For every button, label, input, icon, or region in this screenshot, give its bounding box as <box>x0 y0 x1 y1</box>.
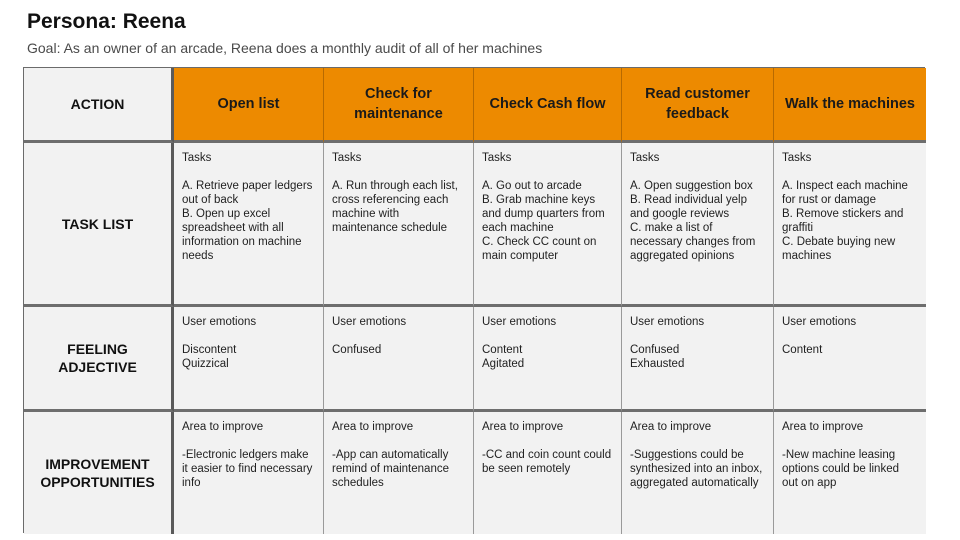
persona-table <box>23 67 925 533</box>
cell-label: User emotions <box>332 316 407 328</box>
cell-label: Area to improve <box>630 421 712 433</box>
cell-label: User emotions <box>782 316 857 328</box>
cell-label: Area to improve <box>182 421 264 433</box>
cell-label: Area to improve <box>782 421 864 433</box>
emotion-cell <box>774 307 926 412</box>
cell-label: User emotions <box>482 316 557 328</box>
cell-body: A. Go out to arcade B. Grab machine keys and dump quarters from each machine C. Check CC count on main computer <box>482 180 605 262</box>
cell-body: Confused <box>332 344 382 356</box>
row-header-improvement-opportunities: IMPROVEMENT OPPORTUNITIES <box>24 412 174 534</box>
task-cell <box>774 143 926 307</box>
cell-label: User emotions <box>182 316 257 328</box>
emotion-cell <box>622 307 774 412</box>
improvement-cell <box>622 412 774 534</box>
task-cell <box>174 143 324 307</box>
cell-body: A. Run through each list, cross referencing each machine with maintenance schedule <box>332 180 458 234</box>
cell-body: Content <box>782 344 823 356</box>
improvement-cell <box>474 412 622 534</box>
cell-label: Tasks <box>482 152 512 164</box>
cell-body: Confused Exhausted <box>630 344 685 370</box>
cell-body: -Electronic ledgers make it easier to find necessary info <box>182 449 313 489</box>
cell-body: Discontent Quizzical <box>182 344 237 370</box>
column-header-open-list: Open list <box>174 68 324 143</box>
cell-label: Area to improve <box>332 421 414 433</box>
goal-statement: Goal: As an owner of an arcade, Reena does a monthly audit of all of her machines <box>27 40 543 56</box>
cell-label: Area to improve <box>482 421 564 433</box>
row-header-task-list: TASK LIST <box>24 143 174 307</box>
cell-body: A. Retrieve paper ledgers out of back B. Open up excel spreadsheet with all information on machine needs <box>182 180 313 262</box>
task-cell <box>622 143 774 307</box>
column-header-check-maintenance: Check for maintenance <box>324 68 474 143</box>
task-cell <box>324 143 474 307</box>
cell-body: -CC and coin count could be seen remotely <box>482 449 612 475</box>
improvement-cell <box>174 412 324 534</box>
cell-label: Tasks <box>182 152 212 164</box>
column-header-check-cash-flow: Check Cash flow <box>474 68 622 143</box>
column-header-read-feedback: Read customer feedback <box>622 68 774 143</box>
task-cell <box>474 143 622 307</box>
cell-label: Tasks <box>630 152 660 164</box>
improvement-cell <box>774 412 926 534</box>
cell-body: -App can automatically remind of maintenance schedules <box>332 449 449 489</box>
emotion-cell <box>174 307 324 412</box>
cell-body: A. Inspect each machine for rust or damage B. Remove stickers and graffiti C. Debate buying new machines <box>782 180 908 262</box>
cell-label: User emotions <box>630 316 705 328</box>
cell-body: -New machine leasing options could be linked out on app <box>782 449 899 489</box>
emotion-cell <box>324 307 474 412</box>
corner-header-action: ACTION <box>24 68 174 143</box>
cell-body: Content Agitated <box>482 344 525 370</box>
cell-body: A. Open suggestion box B. Read individual yelp and google reviews C. make a list of necessary changes from aggregated opinions <box>630 180 756 262</box>
improvement-cell <box>324 412 474 534</box>
column-header-walk-machines: Walk the machines <box>774 68 926 143</box>
cell-body: -Suggestions could be synthesized into an inbox, aggregated automatically <box>630 449 763 489</box>
row-header-feeling-adjective: FEELING ADJECTIVE <box>24 307 174 412</box>
page-title: Persona: Reena <box>27 10 186 33</box>
cell-label: Tasks <box>332 152 362 164</box>
cell-label: Tasks <box>782 152 812 164</box>
emotion-cell <box>474 307 622 412</box>
